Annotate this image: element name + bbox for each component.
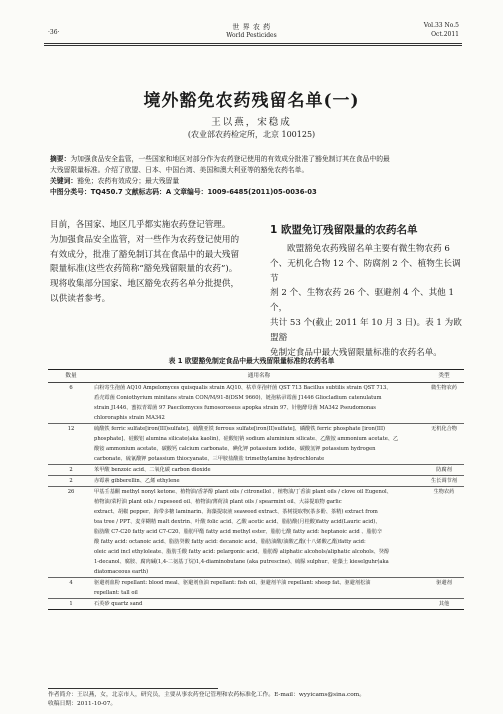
journal-volume: Vol.33 No.5 bbox=[423, 22, 459, 29]
section-title: 1 欧盟免订残留限量的农药名单 bbox=[270, 224, 418, 236]
row-name-line: tea tree / PPT、麦芽糊精 malt dextrin、叶酸 folic acid、乙酸 acetic acid、脂肪酸(月桂酸)fatty acid(Lauric acid)、 bbox=[94, 519, 381, 525]
row-names bbox=[94, 578, 424, 599]
row-name-line: phosphate]、硅酸铝 alumina silicate(aka kaolin)、硅酸铝钠 sodium aluminium silicate、乙酸铵 ammonium acetate、乙 bbox=[94, 436, 399, 442]
row-name-line: 白粉寄生孢菌 AQ10 Ampelomyces quisqualis strain AQ10、枯草芽孢杆菌 QST 713 Bacillus subtilis strain QST 713、 bbox=[94, 385, 392, 391]
body-left-column bbox=[50, 218, 250, 307]
keywords: 豁免；农药有效成分；最大残留量 bbox=[77, 177, 180, 185]
table-row bbox=[48, 465, 464, 476]
row-name-line: 脂肪酸 C7-C20 fatty acid C7-C20、脂肪甲酯 fatty acid methyl ester、脂肪七酸 fatty acid: heptanoic acid 、脂肪辛 bbox=[94, 529, 383, 535]
abstract-text-2: 大残留限量标准。介绍了欧盟、日本、中国台湾、美国和澳大利亚等的豁免农药名单。 bbox=[50, 166, 309, 174]
table-row bbox=[48, 578, 464, 599]
row-names bbox=[94, 465, 424, 476]
row-name-line: 酸铵 ammonium acetate、碳酸钙 calcium carbonate、碘化钾 potassium iodide、碳酸氢钾 potassium hydrogen bbox=[94, 446, 376, 452]
row-type: 其他 bbox=[424, 599, 464, 610]
row-names bbox=[94, 383, 424, 424]
header-rule bbox=[44, 43, 462, 44]
table-header-name: 通用名称 bbox=[247, 373, 271, 379]
table-row bbox=[48, 383, 464, 424]
abstract-label: 摘要： bbox=[50, 155, 71, 163]
row-names bbox=[94, 476, 424, 487]
journal-date: Oct.2011 bbox=[431, 31, 459, 38]
article-authors: 王以燕，宋稳成 bbox=[211, 117, 292, 128]
journal-name-cn: 世 界 农 药 bbox=[232, 23, 271, 31]
table-header-type: 类型 bbox=[438, 373, 450, 379]
row-count: 2 bbox=[48, 465, 94, 476]
row-name-line: chlororaphis strain MA342 bbox=[94, 415, 165, 421]
table-row bbox=[48, 599, 464, 610]
row-names bbox=[94, 599, 424, 610]
body-line: 免制定食品中最大残留限量标准的农药名单。 bbox=[270, 347, 442, 358]
row-names bbox=[94, 487, 424, 578]
row-count: 6 bbox=[69, 385, 73, 391]
classification-line: 中图分类号：TQ450.7 文献标志码：A 文章编号：1009-6485(2011)05-0036-03 bbox=[50, 188, 317, 196]
row-name-line: 赤霉素 gibberellin、乙烯 ethylene bbox=[94, 478, 180, 484]
body-line: 为加强食品安全监管，对一些作为农药登记使用的 bbox=[50, 234, 240, 245]
row-name-line: 酸 fatty acid: octanoic acid、脂肪癸酸 fatty acid: decanoic acid、脂肪油酸/油酸乙酯(十八烯酸乙酯)fatty acid: bbox=[94, 539, 366, 545]
row-name-line: 石英砂 quartz sand bbox=[94, 601, 143, 607]
row-name-line: repellant: tall oil bbox=[94, 590, 138, 596]
footer bbox=[48, 691, 468, 709]
row-count: 2 bbox=[48, 476, 94, 487]
row-name-line: carbonate、硫氰酸钾 potassium thiocyanate、三甲胺盐酸盐 trimethylamine hydrochlorate bbox=[94, 456, 325, 462]
row-type: 生物农药 bbox=[424, 487, 464, 578]
abstract-text-1: 为加强食品安全监管，一些国家和地区对部分作为农药登记使用的有效成分批准了豁免制订其在食品中的最 bbox=[70, 155, 390, 163]
row-name-line: diatomaceous earth) bbox=[94, 569, 149, 575]
row-name-line: 盾壳霉菌 Coniothyrium minitans strain CON/M/91-8(DSM 9660)、链孢粘帚霉菌 J1446 Gliocladium catenulatum bbox=[94, 395, 382, 401]
page-number: ·36· bbox=[48, 29, 60, 36]
body-line: 限量标准(这些农药简称“豁免残留限量的农药”)。 bbox=[50, 264, 238, 275]
body-line: 现将收集部分国家、地区豁免农药名单分批提供， bbox=[50, 279, 240, 290]
row-count: 4 bbox=[48, 578, 94, 599]
row-name-line: 植物油/菜籽油 plant oils / rapeseed oil、植物油/薄荷油 plant oils / spearmint oil、大蒜提取物 garlic bbox=[94, 499, 342, 505]
body-line: 个、无机化合物 12 个、防腐剂 2 个、植物生长调节 bbox=[270, 258, 461, 284]
received-date: 收稿日期：2011-10-07。 bbox=[48, 701, 117, 707]
row-name-line: extract、胡椒 pepper、海带多糖 laminarin、海藻提取液 seaweed extract、茶树提取物(茶多酚、茶精) extract from bbox=[94, 509, 378, 515]
row-type: 无机化合物 bbox=[424, 424, 464, 465]
body-line: 共计 53 个(截止 2011 年 10 月 3 日)。表 1 为欧盟豁 bbox=[270, 317, 462, 343]
journal-name-en: World Pesticides bbox=[226, 32, 277, 39]
body-line: 欧盟豁免农药残留名单主要有微生物农药 6 bbox=[287, 244, 450, 254]
body-line: 有效成分，批准了豁免制订其在食品中的最大残留 bbox=[50, 249, 240, 260]
row-type: 防腐剂 bbox=[424, 465, 464, 476]
row-name-line: 1-decanol、腐胺、腐肉碱(1,4-二氨基丁烷)1,4-diaminobutane (aka putrescine)、硫脲 sulphur、硅藻土 kieselguhr(aka bbox=[94, 559, 389, 565]
abstract bbox=[50, 154, 460, 198]
row-name-line: strain J1446、蜜拟青霉菌 97 Paecilomyces fumosoroseus apopka strain 97、针胞酵母菌 MA342 Pseudomonas bbox=[94, 405, 376, 411]
row-count: 26 bbox=[48, 487, 94, 578]
article-title: 境外豁免农药残留名单(一) bbox=[143, 91, 360, 111]
body-line: 剂 2 个、生物农药 26 个、驱避剂 4 个、其他 1 个， bbox=[270, 288, 454, 314]
row-name-line: 苯甲酸 benzoic acid、二氧化碳 carbon dioxide bbox=[94, 467, 211, 473]
row-name-line: 甲基壬基酮 methyl nonyl ketone、植物油/香茅醇 plant oils / citronellol 、植物油/丁香油 plant oils / clove oil Eugenol、 bbox=[94, 489, 392, 495]
table-row bbox=[48, 487, 464, 578]
row-name-line: oleic acid incl ethyloleate、脂肪壬酸 fatty acid: pelargonic acid、脂肪醇 aliphatic alcohols/aliphatic alcohols、癸醇 bbox=[94, 549, 390, 555]
row-type: 生长调节剂 bbox=[424, 476, 464, 487]
table-row bbox=[48, 476, 464, 487]
footer-rule bbox=[48, 688, 218, 689]
row-count: 1 bbox=[48, 599, 94, 610]
row-count: 12 bbox=[48, 424, 94, 465]
table-row bbox=[48, 424, 464, 465]
body-line: 目前，各国家、地区几乎都实施农药登记管理。 bbox=[50, 220, 231, 230]
body-line: 以供读者参考。 bbox=[50, 293, 111, 304]
row-type: 微生物农药 bbox=[431, 385, 457, 391]
row-type: 驱避剂 bbox=[424, 578, 464, 599]
row-names bbox=[94, 424, 424, 465]
keywords-label: 关键词： bbox=[50, 177, 78, 185]
author-info: 作者简介：王以燕，女，北京市人，研究员，主要从事农药登记管理和农药标准化工作。E-mail：wyyicams@sina.com。 bbox=[48, 692, 366, 698]
table-caption: 表 1 欧盟豁免制定食品中最大残留限量标准的农药名单 bbox=[168, 357, 335, 365]
row-name-line: 驱避剂血粉 repellant: blood meal、驱避剂鱼油 repellant: fish oil、驱避剂羊油 repellant: sheep fat、驱避剂松油 bbox=[94, 580, 371, 586]
body-right-column bbox=[270, 242, 466, 360]
row-name-line: 硫酸铁 ferric sulfate[iron(III)sulfate]、硫酸亚铁 ferrous sulfate[iron(II)sulfate]、磷酸铁 ferric phosphate [iron(III) bbox=[94, 426, 386, 432]
pesticide-table bbox=[48, 369, 464, 610]
header-rule-thin bbox=[44, 45, 462, 46]
article-affiliation: (农业部农药检定所，北京 100125) bbox=[187, 130, 316, 139]
table-header-count: 数量 bbox=[65, 373, 77, 379]
